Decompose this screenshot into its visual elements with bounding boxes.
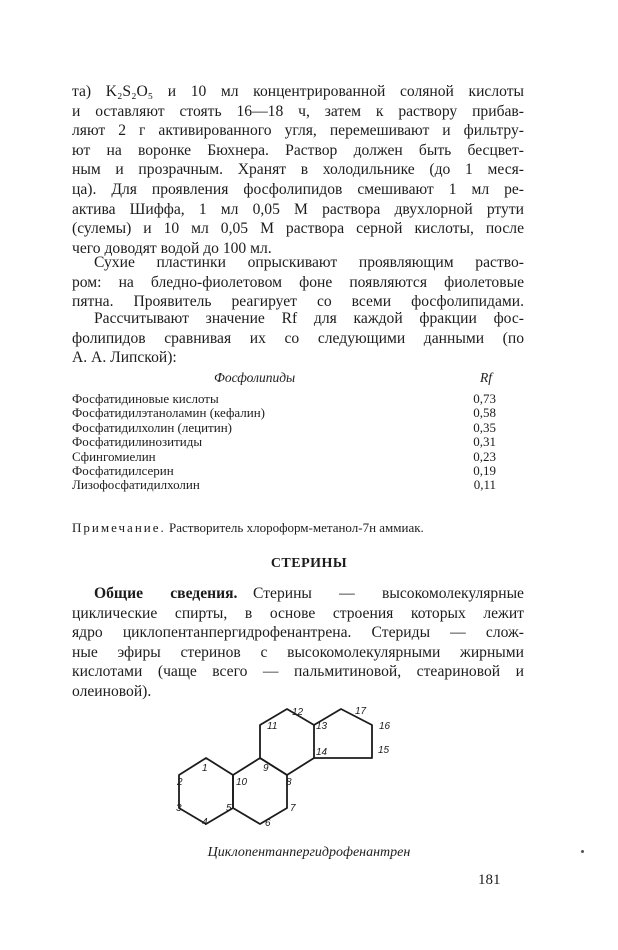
lead-rest: Стерины — высокомолекулярные bbox=[253, 585, 524, 602]
table-row bbox=[72, 464, 496, 478]
text-line: ные эфиры стеринов с высокомолекулярными жирными bbox=[72, 643, 524, 661]
text-line: Сухие пластинки опрыскивают проявляющим раство- bbox=[94, 254, 524, 271]
text-line: (сулемы) и 10 мл 0,05 М раствора серной кислоты, после bbox=[72, 220, 524, 238]
atom-label: 16 bbox=[379, 721, 391, 732]
text-line: ют на воронке Бюхнера. Раствор должен быть бесцвет- bbox=[72, 141, 524, 159]
rf-table bbox=[72, 370, 496, 493]
structural-formula bbox=[150, 698, 420, 838]
text-line: ядро циклопентанпергидрофенантрена. Стериды — слож- bbox=[72, 624, 524, 642]
atom-label: 7 bbox=[290, 803, 296, 814]
text-line: кислотами (чаще всего — пальмитиновой, стеариновой и bbox=[72, 663, 524, 681]
text-line: олеиновой). bbox=[72, 682, 152, 700]
paragraph-reagent-prep bbox=[72, 82, 524, 258]
text-line: та) K₂S₂O₅ и 10 мл концентрированной соляной кислоты bbox=[72, 83, 524, 100]
row-value: 0,58 bbox=[473, 405, 496, 421]
atom-label: 10 bbox=[236, 777, 248, 788]
table-row bbox=[72, 421, 496, 435]
paragraph-rf-calc bbox=[72, 309, 524, 368]
text-line: и оставляют стоять 16—18 ч, затем к раствору прибав- bbox=[72, 102, 524, 120]
row-name: Фосфатидиновые кислоты bbox=[72, 391, 219, 406]
atom-label: 13 bbox=[316, 721, 328, 732]
row-name: Фосфатидилэтаноламин (кефалин) bbox=[72, 405, 265, 421]
text-line bbox=[72, 584, 524, 604]
row-value: 0,73 bbox=[473, 391, 496, 406]
page-number: 181 bbox=[478, 872, 501, 888]
atom-label: 6 bbox=[265, 818, 271, 829]
text-line: пятна. Проявитель реагирует со всеми фосфолипидами. bbox=[72, 293, 524, 311]
table-row bbox=[72, 435, 496, 449]
print-speck bbox=[581, 850, 584, 853]
row-name: Фосфатидилхолин (лецитин) bbox=[72, 419, 232, 435]
section-heading: СТЕРИНЫ bbox=[270, 556, 348, 571]
text-line: фолипидов сравнивая их со следующими данными (по bbox=[72, 329, 524, 347]
atom-label: 12 bbox=[292, 707, 304, 718]
table-row bbox=[72, 406, 496, 420]
paragraph-lead: Общие сведения. bbox=[94, 585, 238, 602]
text-line: чего доводят водой до 100 мл. bbox=[72, 239, 272, 257]
row-value: 0,35 bbox=[473, 419, 496, 435]
note-text: Растворитель хлороформ-метанол-7н аммиак. bbox=[169, 520, 424, 535]
atom-label: 5 bbox=[226, 803, 232, 814]
row-value: 0,23 bbox=[473, 448, 496, 464]
table-header bbox=[72, 370, 496, 392]
atom-label: 17 bbox=[355, 706, 367, 717]
table-row bbox=[72, 392, 496, 406]
table-row bbox=[72, 450, 496, 464]
column-header-rf: Rf bbox=[480, 370, 492, 385]
text-line: ца). Для проявления фосфолипидов смешивают 1 мл ре- bbox=[72, 180, 524, 198]
text-line: ром: на бледно-фиолетовом фоне появляются фиолетовые bbox=[72, 273, 524, 291]
row-value: 0,11 bbox=[473, 477, 496, 493]
paragraph-general-info bbox=[72, 584, 524, 702]
atom-label: 15 bbox=[378, 745, 390, 756]
atom-label: 9 bbox=[263, 763, 269, 774]
row-name: Лизофосфатидилхолин bbox=[72, 477, 200, 493]
row-value: 0,19 bbox=[473, 462, 496, 478]
row-name: Фосфатидилсерин bbox=[72, 462, 174, 478]
text-line: актива Шиффа, 1 мл 0,05 М раствора двухлорной ртути bbox=[72, 200, 524, 218]
row-value: 0,31 bbox=[473, 434, 496, 450]
row-name: Сфингомиелин bbox=[72, 448, 156, 464]
text-line: ным и прозрачным. Хранят в холодильнике (до 1 меся- bbox=[72, 161, 524, 179]
atom-label: 3 bbox=[176, 803, 182, 814]
paragraph-spraying bbox=[72, 253, 524, 312]
note-label: Примечание. bbox=[72, 520, 166, 535]
steroid-skeleton-diagram bbox=[150, 698, 420, 838]
text-line: ляют 2 г активированного угля, перемешивают и фильтру- bbox=[72, 122, 524, 140]
text-line: циклические спирты, в основе строения которых лежит bbox=[72, 604, 524, 622]
row-name: Фосфатидилинозитиды bbox=[72, 434, 203, 450]
diagram-caption: Циклопентанпергидрофенантрен bbox=[207, 845, 411, 860]
atom-label: 11 bbox=[267, 721, 278, 732]
text-line: А. А. Липской): bbox=[72, 349, 177, 367]
atom-label: 2 bbox=[177, 777, 183, 788]
column-header-phospholipids: Фосфолипиды bbox=[214, 370, 296, 385]
table-note bbox=[72, 520, 424, 536]
atom-label: 1 bbox=[202, 763, 208, 774]
atom-label: 8 bbox=[286, 777, 292, 788]
text-line: Рассчитывают значение Rf для каждой фракции фос- bbox=[94, 310, 524, 327]
table-row bbox=[72, 478, 496, 492]
atom-label: 4 bbox=[202, 817, 208, 828]
atom-label: 14 bbox=[316, 747, 328, 758]
